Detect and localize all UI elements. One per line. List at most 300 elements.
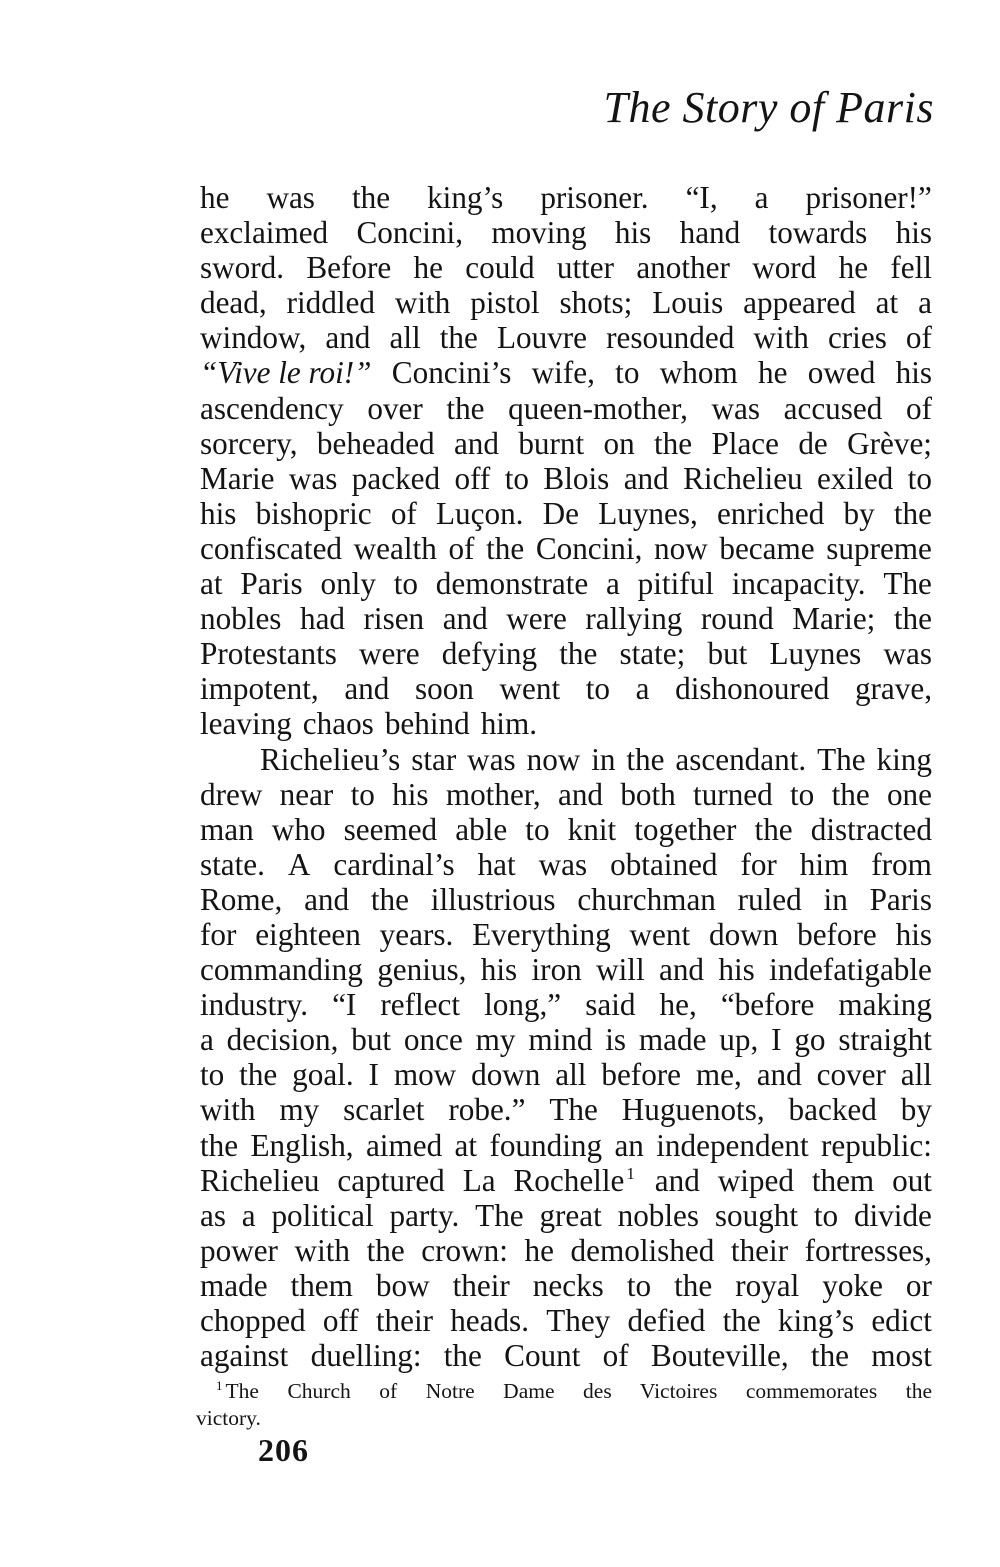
word: all xyxy=(555,1057,587,1093)
word: his xyxy=(200,495,237,531)
word: the xyxy=(626,741,665,777)
word: my xyxy=(475,1022,516,1058)
word: De xyxy=(542,495,580,531)
word: from xyxy=(871,846,932,882)
word: off xyxy=(454,460,491,496)
word: The xyxy=(817,741,866,777)
text-line xyxy=(200,987,932,1022)
word: both xyxy=(620,776,676,812)
word: the xyxy=(674,1267,713,1303)
word: go xyxy=(794,1022,826,1058)
word: and xyxy=(325,320,371,356)
word: the xyxy=(370,881,409,917)
word: churchman xyxy=(577,881,716,917)
word: were xyxy=(359,636,420,672)
word: he xyxy=(838,250,869,286)
text-line xyxy=(200,671,932,706)
word: backed xyxy=(788,1092,877,1128)
word: chaos xyxy=(302,706,374,742)
text-line xyxy=(200,355,932,390)
word: their xyxy=(375,1303,433,1338)
word: to xyxy=(626,1267,652,1303)
word: was xyxy=(266,180,315,215)
word: risen xyxy=(363,601,425,637)
word: down xyxy=(708,916,779,952)
word: was xyxy=(288,460,338,496)
word: reflect xyxy=(380,987,460,1023)
word: their xyxy=(452,1267,510,1303)
word: prisoner. xyxy=(540,180,649,215)
text-line xyxy=(200,742,932,777)
word: my xyxy=(279,1092,320,1128)
word: the xyxy=(486,530,525,566)
word: crown: xyxy=(421,1232,508,1268)
word: made xyxy=(200,1267,268,1303)
footnote-reference: 1 xyxy=(626,1163,635,1183)
word: English, xyxy=(250,1127,354,1163)
word xyxy=(514,1163,637,1198)
word: hand xyxy=(679,215,741,251)
text-line xyxy=(200,1233,932,1268)
word: pitiful xyxy=(637,566,714,602)
word: me, xyxy=(695,1057,742,1093)
word: queen-mother, xyxy=(508,390,688,426)
word: near xyxy=(279,776,334,812)
word: chopped xyxy=(200,1303,306,1338)
word: his xyxy=(614,215,652,251)
text-line xyxy=(200,1057,932,1092)
word: most xyxy=(871,1338,932,1374)
word: in xyxy=(591,741,616,777)
text-line xyxy=(200,285,932,320)
word: Louis xyxy=(652,285,724,321)
word: owed xyxy=(807,355,876,391)
word: state; xyxy=(619,636,686,672)
word: A xyxy=(287,846,311,882)
word: and xyxy=(453,425,499,461)
word: towards xyxy=(768,215,868,251)
word: Marie; xyxy=(792,601,876,637)
word: of xyxy=(905,390,932,426)
word: Bouteville, xyxy=(650,1338,789,1374)
word: a xyxy=(754,180,769,215)
word: his xyxy=(895,916,932,952)
text-line xyxy=(200,215,932,250)
word: goal. xyxy=(292,1057,354,1093)
word: mother, xyxy=(445,776,541,812)
word: bow xyxy=(375,1267,430,1303)
text-line xyxy=(200,601,932,636)
word: ascendant. xyxy=(675,741,807,777)
word: republic: xyxy=(821,1127,932,1163)
word: genius, xyxy=(377,952,467,988)
word: Paris xyxy=(240,566,303,602)
word: of xyxy=(602,1338,629,1374)
word: him xyxy=(799,846,849,882)
word: seemed xyxy=(343,811,438,847)
word: king’s xyxy=(777,1303,855,1338)
word: the xyxy=(446,390,485,426)
word: of xyxy=(905,320,932,356)
word: with xyxy=(394,285,451,321)
word: Luynes, xyxy=(598,495,698,531)
word: his xyxy=(392,776,429,812)
word: cover xyxy=(816,1057,886,1093)
word: but xyxy=(707,636,748,672)
word: royal xyxy=(735,1267,800,1303)
word: at xyxy=(875,285,899,321)
word: distracted xyxy=(810,811,932,847)
word: as xyxy=(200,1197,226,1233)
text-line xyxy=(200,320,932,355)
word: power xyxy=(200,1232,278,1268)
word: burnt xyxy=(518,425,585,461)
text-line xyxy=(200,1163,932,1198)
word: Richelieu’s xyxy=(260,741,401,777)
word: over xyxy=(367,390,423,426)
word: nobles xyxy=(200,601,282,637)
word: captured xyxy=(337,1162,445,1198)
word: years. xyxy=(379,916,454,952)
word: exiled xyxy=(817,460,894,496)
word: resounded xyxy=(606,320,735,356)
word: straight xyxy=(838,1022,932,1058)
text-line xyxy=(200,566,932,601)
word: shots; xyxy=(559,285,633,321)
word: appeared xyxy=(743,285,856,321)
word: on xyxy=(603,425,635,461)
word: now xyxy=(526,741,581,777)
word: commanding xyxy=(200,952,363,988)
word: king xyxy=(876,741,932,777)
footnote-line-2: victory. xyxy=(196,1406,261,1430)
word: to xyxy=(790,776,815,812)
word: rallying xyxy=(585,601,683,637)
text-line xyxy=(200,777,932,812)
word: a xyxy=(200,1022,214,1058)
text-line xyxy=(200,426,932,461)
word: the xyxy=(351,180,391,215)
word: ascendency xyxy=(200,390,344,426)
word: to xyxy=(200,1057,225,1093)
word: indefatigable xyxy=(769,952,932,988)
word: divide xyxy=(853,1197,932,1233)
word: incapacity. xyxy=(731,566,866,602)
text-line xyxy=(200,180,932,215)
word: of xyxy=(390,495,417,531)
word: long,” xyxy=(484,987,562,1023)
word: Louvre xyxy=(496,320,588,356)
text-line xyxy=(200,636,932,671)
word: the xyxy=(810,1338,850,1374)
word: hat xyxy=(477,846,516,882)
word: his xyxy=(895,355,932,391)
text-line xyxy=(200,250,932,285)
word: sword. xyxy=(200,250,285,286)
word: sought xyxy=(714,1197,799,1233)
word: another xyxy=(636,250,730,286)
text-line xyxy=(200,882,932,917)
word: party. xyxy=(389,1197,460,1233)
text-line xyxy=(200,706,932,741)
word: dishonoured xyxy=(675,671,830,707)
word: out xyxy=(892,1162,932,1198)
word: a xyxy=(635,671,650,707)
word: aimed xyxy=(365,1127,443,1163)
word: the xyxy=(559,636,598,672)
text-line xyxy=(200,952,932,987)
word: yoke xyxy=(822,1267,883,1303)
word: duelling: xyxy=(310,1338,422,1374)
word: off xyxy=(322,1303,359,1338)
word: sorcery, xyxy=(200,425,298,461)
word: a xyxy=(241,1197,256,1233)
word: their xyxy=(730,1232,789,1268)
word: edict xyxy=(871,1303,932,1338)
word: to xyxy=(504,460,529,496)
word: but xyxy=(351,1022,392,1058)
word: and xyxy=(756,1057,802,1093)
word: was xyxy=(883,636,932,672)
word: were xyxy=(506,601,567,637)
word: political xyxy=(271,1197,374,1233)
word: is xyxy=(605,1022,627,1058)
word: star xyxy=(411,741,457,777)
word: by xyxy=(843,495,875,531)
word: became xyxy=(719,530,815,566)
word: at xyxy=(454,1127,478,1163)
word: the xyxy=(893,601,932,637)
word: was xyxy=(467,741,516,777)
word: for xyxy=(200,916,237,952)
word: Richelieu xyxy=(200,1162,320,1198)
word: founding xyxy=(489,1127,603,1163)
word: moving xyxy=(491,215,587,251)
word: he xyxy=(524,1232,554,1268)
word: defied xyxy=(627,1303,706,1338)
word: iron xyxy=(531,952,582,988)
word: one xyxy=(886,776,932,812)
word: fortresses, xyxy=(804,1232,932,1268)
word: fell xyxy=(890,250,932,286)
word: the xyxy=(754,811,793,847)
word: La xyxy=(462,1162,496,1198)
word: made xyxy=(638,1022,707,1058)
word: the xyxy=(831,776,870,812)
text-line xyxy=(200,1338,932,1373)
word: I xyxy=(368,1057,379,1093)
word: went xyxy=(629,916,691,952)
word: Luçon. xyxy=(435,495,524,531)
word: wiped xyxy=(717,1162,794,1198)
word: dead, xyxy=(200,285,267,321)
word: will xyxy=(596,952,645,988)
word: him. xyxy=(480,706,538,742)
word: the xyxy=(722,1303,761,1338)
word: at xyxy=(200,566,223,602)
word: all xyxy=(900,1057,932,1093)
word: word xyxy=(752,250,817,286)
page-number: 206 xyxy=(258,1432,309,1468)
word: riddled xyxy=(286,285,375,321)
word: his xyxy=(895,215,932,251)
word: eighteen xyxy=(255,916,361,952)
word: down xyxy=(471,1057,541,1093)
word: and xyxy=(304,881,350,917)
word: turned xyxy=(693,776,773,812)
word: nobles xyxy=(617,1197,700,1233)
word: the xyxy=(439,320,478,356)
word: defying xyxy=(441,636,538,672)
word: the xyxy=(443,1338,482,1374)
text-line xyxy=(200,531,932,566)
word: packed xyxy=(351,460,441,496)
word: whom xyxy=(659,355,738,391)
word: or xyxy=(905,1267,932,1303)
word: and xyxy=(654,1162,700,1198)
word: I xyxy=(771,1022,782,1058)
text-line xyxy=(200,917,932,952)
word: heads. xyxy=(450,1303,529,1338)
word: his xyxy=(718,952,755,988)
text-line xyxy=(200,1092,932,1127)
word: independent xyxy=(656,1127,809,1163)
text-line xyxy=(200,496,932,531)
word: he xyxy=(758,355,788,391)
word: “I, xyxy=(685,180,718,215)
word: “before xyxy=(720,987,815,1023)
word: prisoner!” xyxy=(805,180,932,215)
word: Huguenots, xyxy=(621,1092,765,1128)
word: Place xyxy=(711,425,779,461)
word: knit xyxy=(567,811,617,847)
footnote xyxy=(196,1378,932,1432)
word: behind xyxy=(384,706,470,742)
word: accused xyxy=(783,390,883,426)
word: and xyxy=(658,952,705,988)
word: the xyxy=(654,425,693,461)
word: and xyxy=(344,671,390,707)
word: went xyxy=(499,671,561,707)
word: and xyxy=(442,601,488,637)
word: able xyxy=(455,811,508,847)
running-head: The Story of Paris xyxy=(603,83,934,132)
word: illustrious xyxy=(430,881,556,917)
word: them xyxy=(811,1162,875,1198)
word: necks xyxy=(532,1267,604,1303)
word: and xyxy=(623,460,669,496)
word: decision, xyxy=(226,1022,339,1058)
word: was xyxy=(711,390,761,426)
word: before xyxy=(797,916,877,952)
word: Grève; xyxy=(847,425,932,461)
word: by xyxy=(900,1092,932,1128)
word: he xyxy=(200,180,230,215)
word: Richelieu xyxy=(683,460,803,496)
word: said xyxy=(585,987,636,1023)
word: exclaimed xyxy=(200,215,329,251)
word: ruled xyxy=(737,881,802,917)
word: round xyxy=(700,601,774,637)
word: now xyxy=(654,530,708,566)
text-line xyxy=(200,461,932,496)
footnote-text: The Church of Notre Dame des Victoires commemorates the xyxy=(225,1379,932,1403)
footnote-line-1 xyxy=(196,1378,932,1405)
word: Count xyxy=(504,1338,581,1374)
word: pistol xyxy=(470,285,540,321)
word: bishopric xyxy=(255,495,372,531)
word: with xyxy=(753,320,809,356)
word: impotent, xyxy=(200,671,319,707)
word: grave, xyxy=(854,671,932,707)
word: soon xyxy=(414,671,474,707)
word: man xyxy=(200,811,254,847)
word: his xyxy=(480,952,518,988)
word: with xyxy=(200,1092,256,1128)
word: to xyxy=(350,776,375,812)
word: up, xyxy=(719,1022,759,1058)
word: to xyxy=(585,671,611,707)
word: Paris xyxy=(869,881,932,917)
word: all xyxy=(389,320,421,356)
word: to xyxy=(813,1197,839,1233)
word: Rome, xyxy=(200,881,283,917)
footnote-marker: 1 xyxy=(216,1378,223,1393)
word: once xyxy=(403,1022,463,1058)
word: cardinal’s xyxy=(333,846,455,882)
word: Protestants xyxy=(200,636,337,672)
word: “I xyxy=(332,987,357,1023)
word: industry. xyxy=(200,987,308,1023)
text-line xyxy=(200,1198,932,1233)
text-line xyxy=(200,1268,932,1303)
word: with xyxy=(294,1232,350,1268)
word: a xyxy=(918,285,932,321)
word: Blois xyxy=(543,460,610,496)
word: supreme xyxy=(826,530,932,566)
word: a xyxy=(606,566,620,602)
word: he xyxy=(413,250,443,286)
word: making xyxy=(838,987,932,1023)
word: state. xyxy=(200,846,265,882)
word: Before xyxy=(306,250,392,286)
word: enriched xyxy=(716,495,825,531)
word: obtained xyxy=(610,846,718,882)
word: for xyxy=(740,846,777,882)
word: an xyxy=(614,1127,644,1163)
word: in xyxy=(823,881,848,917)
word: king’s xyxy=(427,180,504,215)
word: them xyxy=(290,1267,353,1303)
word: “Vive le roi!” xyxy=(200,355,372,391)
text-line xyxy=(200,391,932,426)
word: to xyxy=(525,811,550,847)
word: great xyxy=(539,1197,602,1233)
body-text xyxy=(200,180,932,1373)
word: against xyxy=(200,1338,289,1374)
word: could xyxy=(465,250,535,286)
word: only xyxy=(320,566,376,602)
word: The xyxy=(883,566,932,602)
word: wealth xyxy=(353,530,437,566)
word: mow xyxy=(393,1057,457,1093)
word: to xyxy=(615,355,640,391)
word: to xyxy=(907,460,932,496)
word: and xyxy=(558,776,604,812)
word: window, xyxy=(200,320,307,356)
word: Concini, xyxy=(535,530,643,566)
word: utter xyxy=(556,250,615,286)
